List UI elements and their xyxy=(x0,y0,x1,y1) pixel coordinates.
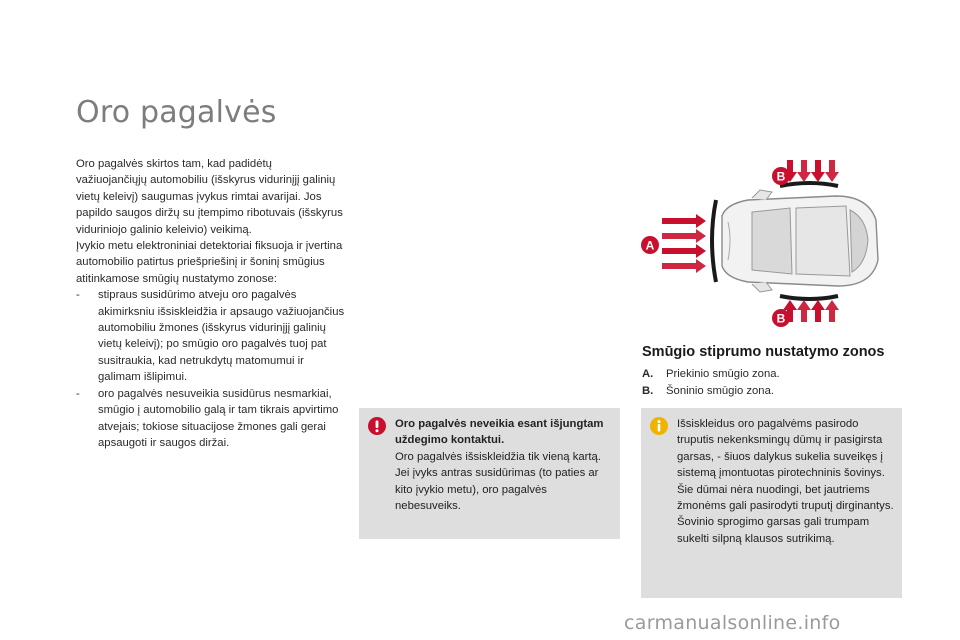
warning-box xyxy=(359,408,620,539)
side-zone-bar-top xyxy=(780,183,838,186)
front-impact-arrows xyxy=(662,214,706,273)
side-zone-bar-bottom xyxy=(780,296,838,299)
info-icon xyxy=(650,417,668,435)
zones-heading: Smūgio stiprumo nustatymo zonos xyxy=(642,344,885,360)
zone-description: Šoninio smūgio zona. xyxy=(666,385,775,397)
list-item-text: oro pagalvės nesuveikia susidūrus nesmarkiai, smūgio į automobilio galą ir tam tikrais apvirtimo atvejais; tokiose situacijose žmones gali gerai apsaugoti ir saugos diržai. xyxy=(98,387,339,449)
car-top-view-icon xyxy=(722,190,878,292)
svg-text:B: B xyxy=(776,169,786,184)
warning-text xyxy=(395,416,610,514)
warning-body: Oro pagalvės išsiskleidžia tik vieną kartą. Jei įvyks antras susidūrimas (to paties ar kito įvykio metu), oro pagalvės nebesuveiks. xyxy=(395,450,601,513)
list-item xyxy=(76,386,346,452)
zone-label-a xyxy=(641,236,659,254)
info-text-1: Išsiskleidus oro pagalvėms pasirodo truputis nekenksmingų dūmų ir pasigirsta garsas, - šiuos dalykus sukelia suveikęs į sistemą įmontuotas pirotechninis šovinys. xyxy=(677,418,885,480)
info-text-2: Šie dūmai nėra nuodingi, bet jautriems žmonėms gali pasirodyti truputį dirginantys. xyxy=(677,483,894,513)
car-impact-zones-diagram xyxy=(640,160,900,340)
page-title: Oro pagalvės xyxy=(76,95,277,130)
zone-list xyxy=(642,366,780,400)
intro-paragraph-2: Įvykio metu elektroniniai detektoriai fiksuoja ir įvertina automobilio patirtus priešpriešinį ir šoninį smūgius atitinkamose smūgių nustatymo zonose: xyxy=(76,240,343,285)
info-box xyxy=(641,408,902,598)
intro-paragraph-1: Oro pagalvės skirtos tam, kad padidėtų važiuojančiųjų automobiliu (išskyrus vidurinįjį galinių vietų keleivį) saugumas įvykus rimtai avarijai. Jos papildo saugos diržų su įtempimo ribotuvais (išskyrus viduriniojo galinio keleivio) veikimą. xyxy=(76,158,343,236)
warning-exclamation-icon xyxy=(368,417,386,435)
side-impact-arrows-top xyxy=(783,160,839,182)
watermark: carmanualsonline.info xyxy=(624,612,841,634)
zone-description: Priekinio smūgio zona. xyxy=(666,368,780,380)
side-impact-arrows-bottom xyxy=(783,300,839,322)
list-dash: - xyxy=(76,289,80,302)
list-dash: - xyxy=(76,387,80,400)
list-item-text: stipraus susidūrimo atveju oro pagalvės akimirksniu išsiskleidžia ir apsaugo važiuojančius automobiliu žmones (išskyrus vidurinįjį galinių vietų keleivį); po smūgio oro pagalvės tuoj pat susitraukia, kad netrukdytų matomumui ir galimam išlipimui. xyxy=(98,289,345,384)
list-item xyxy=(642,383,780,400)
warning-bold: Oro pagalvės neveikia esant išjungtam uždegimo kontaktui. xyxy=(395,418,604,447)
zone-label-b-bottom xyxy=(772,309,790,327)
list-item xyxy=(76,287,346,385)
info-text xyxy=(677,416,897,547)
svg-text:A: A xyxy=(645,238,655,253)
zone-letter: B. xyxy=(642,385,654,397)
zone-letter: A. xyxy=(642,368,654,380)
info-text-3: Šovinio sprogimo garsas gali trumpam sukelti silpną klausos sutrikimą. xyxy=(677,516,870,545)
list-item xyxy=(642,366,780,383)
intro-text xyxy=(76,156,346,451)
svg-text:B: B xyxy=(776,311,786,326)
zone-label-b-top xyxy=(772,167,790,185)
front-zone-bar xyxy=(712,200,716,282)
